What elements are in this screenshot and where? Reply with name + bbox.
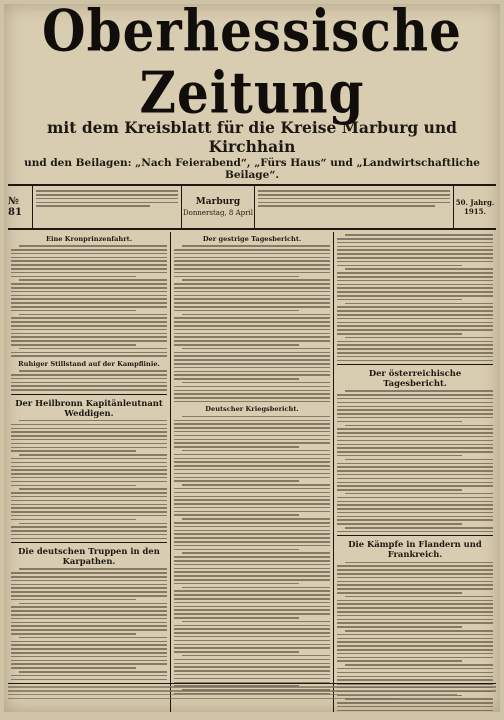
year-block bbox=[454, 186, 496, 228]
masthead-title: Oberhessische Zeitung bbox=[42, 4, 462, 127]
article-headline: Der österreichische Tagesbericht. bbox=[368, 368, 462, 389]
article-body bbox=[174, 416, 330, 695]
article-body bbox=[11, 370, 167, 390]
masthead-subtitle: mit dem Kreisblatt für die Kreise Marburg und Kirchhain bbox=[46, 118, 458, 156]
article-body bbox=[11, 568, 167, 680]
newspaper-page bbox=[4, 4, 500, 712]
article-headline: Die Kämpfe in Flandern und Frankreich. bbox=[348, 539, 482, 560]
subscription-terms bbox=[33, 186, 182, 228]
article-body bbox=[337, 390, 493, 532]
article-headline: Ruhiger Stillstand auf der Kampflinie. bbox=[18, 359, 160, 368]
issue-city: Marburg bbox=[195, 197, 241, 207]
issue-number: № 81 bbox=[8, 186, 33, 228]
article-body bbox=[11, 245, 167, 357]
issue-info-bar bbox=[8, 186, 496, 230]
issue-date: Donnerstag, 8 April bbox=[183, 209, 253, 217]
article-headline: Deutscher Kriegsbericht. bbox=[205, 405, 299, 414]
article-headline: Der Heilbronn Kapitänleutnant Weddigen. bbox=[15, 397, 163, 418]
advertising-terms bbox=[255, 186, 454, 228]
column-2 bbox=[171, 232, 334, 712]
masthead-supplements: und den Beilagen: „Nach Feierabend“, „Fürs Haus“ und „Landwirtschaftliche Beilage“. bbox=[24, 157, 480, 181]
year-value: 1915. bbox=[464, 207, 486, 216]
article-body bbox=[11, 420, 167, 539]
article-columns bbox=[8, 232, 496, 712]
footer-strip bbox=[8, 683, 496, 708]
article-headline: Eine Kronprinzenfahrt. bbox=[45, 235, 133, 243]
article-headline: Der gestrige Tagesbericht. bbox=[202, 235, 302, 243]
article-body bbox=[174, 245, 330, 402]
article-headline: Die deutschen Truppen in den Karpathen. bbox=[18, 546, 160, 567]
year-label: 50. Jahrg. bbox=[455, 198, 495, 207]
article-body bbox=[337, 234, 493, 361]
column-1 bbox=[8, 232, 171, 712]
date-block bbox=[182, 186, 255, 228]
column-3 bbox=[334, 232, 496, 712]
